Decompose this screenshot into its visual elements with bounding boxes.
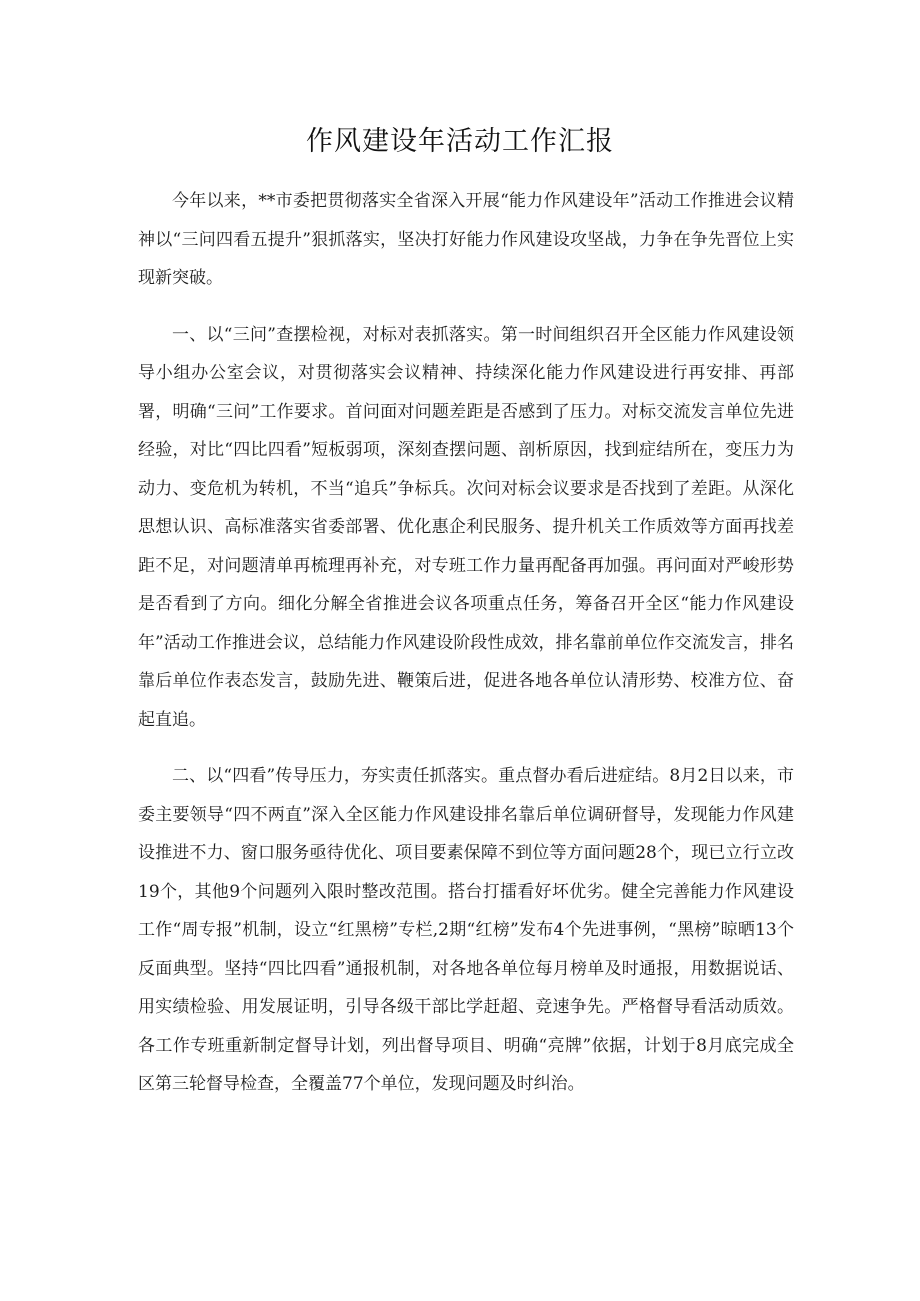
document-body: [138, 182, 794, 1122]
paragraph-section-two: 二、以“四看”传导压力，夯实责任抓落实。重点督办看后进症结。8月2日以来，市委主要领导“四不两直”深入全区能力作风建设排名靠后单位调研督导，发现能力作风建设推进不力、窗口服务亟待优化、项目要素保障不到位等方面问题28个，现已立行立改19个，其他9个问题列入限时整改范围。搭台打擂看好坏优劣。健全完善能力作风建设工作“周专报”机制，设立“红黑榜”专栏,2期“红榜”发布4个先进事例，“黑榜”晾晒13个反面典型。坚持“四比四看”通报机制，对各地各单位每月榜单及时通报，用数据说话、用实绩检验、用发展证明，引导各级干部比学赶超、竞速争先。严格督导看活动质效。各工作专班重新制定督导计划，列出督导项目、明确“亮牌”依据，计划于8月底完成全区第三轮督导检查，全覆盖77个单位，发现问题及时纠治。: [138, 766, 794, 1094]
paragraph-section-one: 一、以“三问”查摆检视，对标对表抓落实。第一时间组织召开全区能力作风建设领导小组办公室会议，对贯彻落实会议精神、持续深化能力作风建设进行再安排、再部署，明确“三问”工作要求。首问面对问题差距是否感到了压力。对标交流发言单位先进经验，对比“四比四看”短板弱项，深刻查摆问题、剖析原因，找到症结所在，变压力为动力、变危机为转机，不当“追兵”争标兵。次问对标会议要求是否找到了差距。从深化思想认识、高标准落实省委部署、优化惠企利民服务、提升机关工作质效等方面再找差距不足，对问题清单再梳理再补充，对专班工作力量再配备再加强。再问面对严峻形势是否看到了方向。细化分解全省推进会议各项重点任务，筹备召开全区“能力作风建设年”活动工作推进会议，总结能力作风建设阶段性成效，排名靠前单位作交流发言，排名靠后单位作表态发言，鼓励先进、鞭策后进，促进各地各单位认清形势、校准方位、奋起直追。: [138, 324, 794, 730]
paragraph-intro: 今年以来，**市委把贯彻落实全省深入开展“能力作风建设年”活动工作推进会议精神以“三问四看五提升”狠抓落实，坚决打好能力作风建设攻坚战，力争在争先晋位上实现新突破。: [138, 191, 794, 288]
document-title: 作风建设年活动工作汇报: [306, 126, 614, 157]
